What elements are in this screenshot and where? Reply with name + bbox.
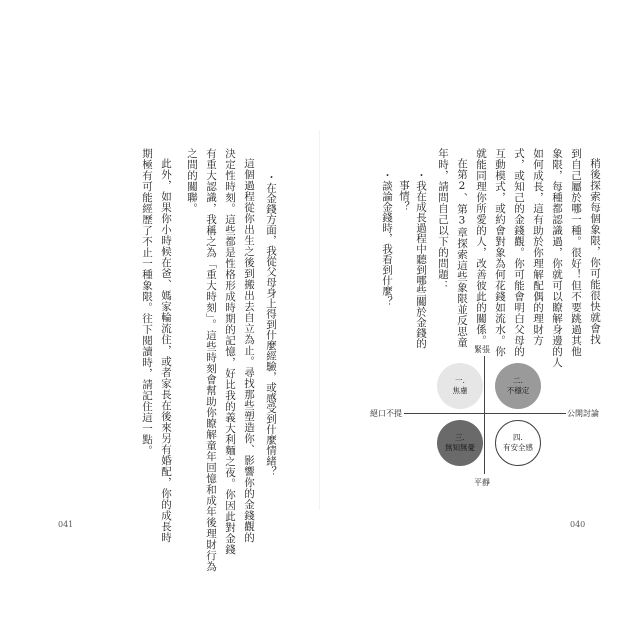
quadrant-2-circle [495, 363, 541, 409]
right-paragraph-1-line-6: 互動模式，或約會對象為何花錢如流水。你 [494, 148, 506, 357]
right-paragraph-1-line-2: 到自己屬於哪一種。很好！但不要跳過其他 [570, 148, 582, 357]
left-paragraph-1-line-3: 有重大認識，我稱之為「重大時刻」。這些時刻會幫助你瞭解童年回憶和成年後理財行為 [205, 148, 217, 572]
right-paragraph-1-line-5: 式，或知己的金錢觀。你可能會明白父母的 [513, 148, 525, 357]
right-question-1-line-2: 事情？ [398, 180, 410, 212]
left-paragraph-2-line-1: 此外，如果你小時候在爸、媽家輪流住，或者家長在後來另有婚配，你的成長時 [160, 158, 172, 543]
quadrant-3-number: 三. [455, 433, 465, 442]
quadrant-4-circle [495, 420, 541, 466]
right-paragraph-1-line-7: 就能同理你所愛的人，改善彼此的關係。 [475, 148, 487, 346]
left-paragraph-1-line-4: 之間的關聯。 [186, 148, 198, 214]
quadrant-3-label: 無知無憂 [445, 443, 475, 452]
left-paragraph-2-line-2: 期極有可能經歷了不止一種象限。往下閱讀時，請記住這一點。 [141, 148, 153, 456]
left-paragraph-1-line-1: 這個過程從你出生之後到搬出去自立為止。尋找那些塑造你、影響你的金錢觀的 [243, 158, 255, 543]
quadrant-2-label: 不穩定 [506, 386, 530, 395]
axis-label-left: 絕口不提 [370, 409, 402, 418]
right-page-number: 040 [570, 520, 586, 529]
quadrant-4-label: 有安全感 [503, 443, 533, 452]
quadrant-1-number: 一. [455, 376, 465, 385]
quadrant-2-number: 二. [513, 376, 523, 385]
right-question-1-line-1: ・我在成長過程中聽到哪些關於金錢的 [415, 170, 427, 349]
vertical-axis [484, 356, 485, 474]
left-question-1: ・在金錢方面，我從父母身上得到什麼經驗，或感受到什麼情緒？ [265, 172, 277, 477]
right-paragraph-2-line-1: 在第2、第3章探索這些象限並反思童 [456, 158, 468, 348]
right-paragraph-1-line-3: 象限，每種都認識過，你就可以瞭解身邊的人 [551, 148, 563, 368]
quadrant-1-circle [437, 363, 483, 409]
right-paragraph-2-line-2: 年時，請問自己以下的問題： [437, 148, 449, 291]
right-paragraph-1-line-4: 如何成長，這有助於你理解配偶的理財方 [532, 148, 544, 346]
axis-label-right: 公開討論 [567, 409, 599, 418]
right-paragraph-1-line-1: 稍後探索每個象限，你可能很快就會找 [589, 158, 601, 345]
quadrant-1-label: 焦慮 [452, 386, 468, 395]
left-page-number: 041 [58, 520, 74, 529]
axis-label-bottom: 平靜 [474, 478, 490, 487]
left-paragraph-1-line-2: 決定性時刻。這些都是性格形成時期的記憶，好比我的義大利麵之夜。你因此對金錢 [224, 148, 236, 555]
right-question-2: ・談論金錢時，我看到什麼？ [381, 170, 393, 307]
quadrant-3-circle [437, 420, 483, 466]
horizontal-axis [404, 413, 566, 414]
axis-label-top: 緊張 [474, 345, 490, 354]
quadrant-4-number: 四. [513, 433, 523, 442]
right-page [320, 0, 640, 640]
